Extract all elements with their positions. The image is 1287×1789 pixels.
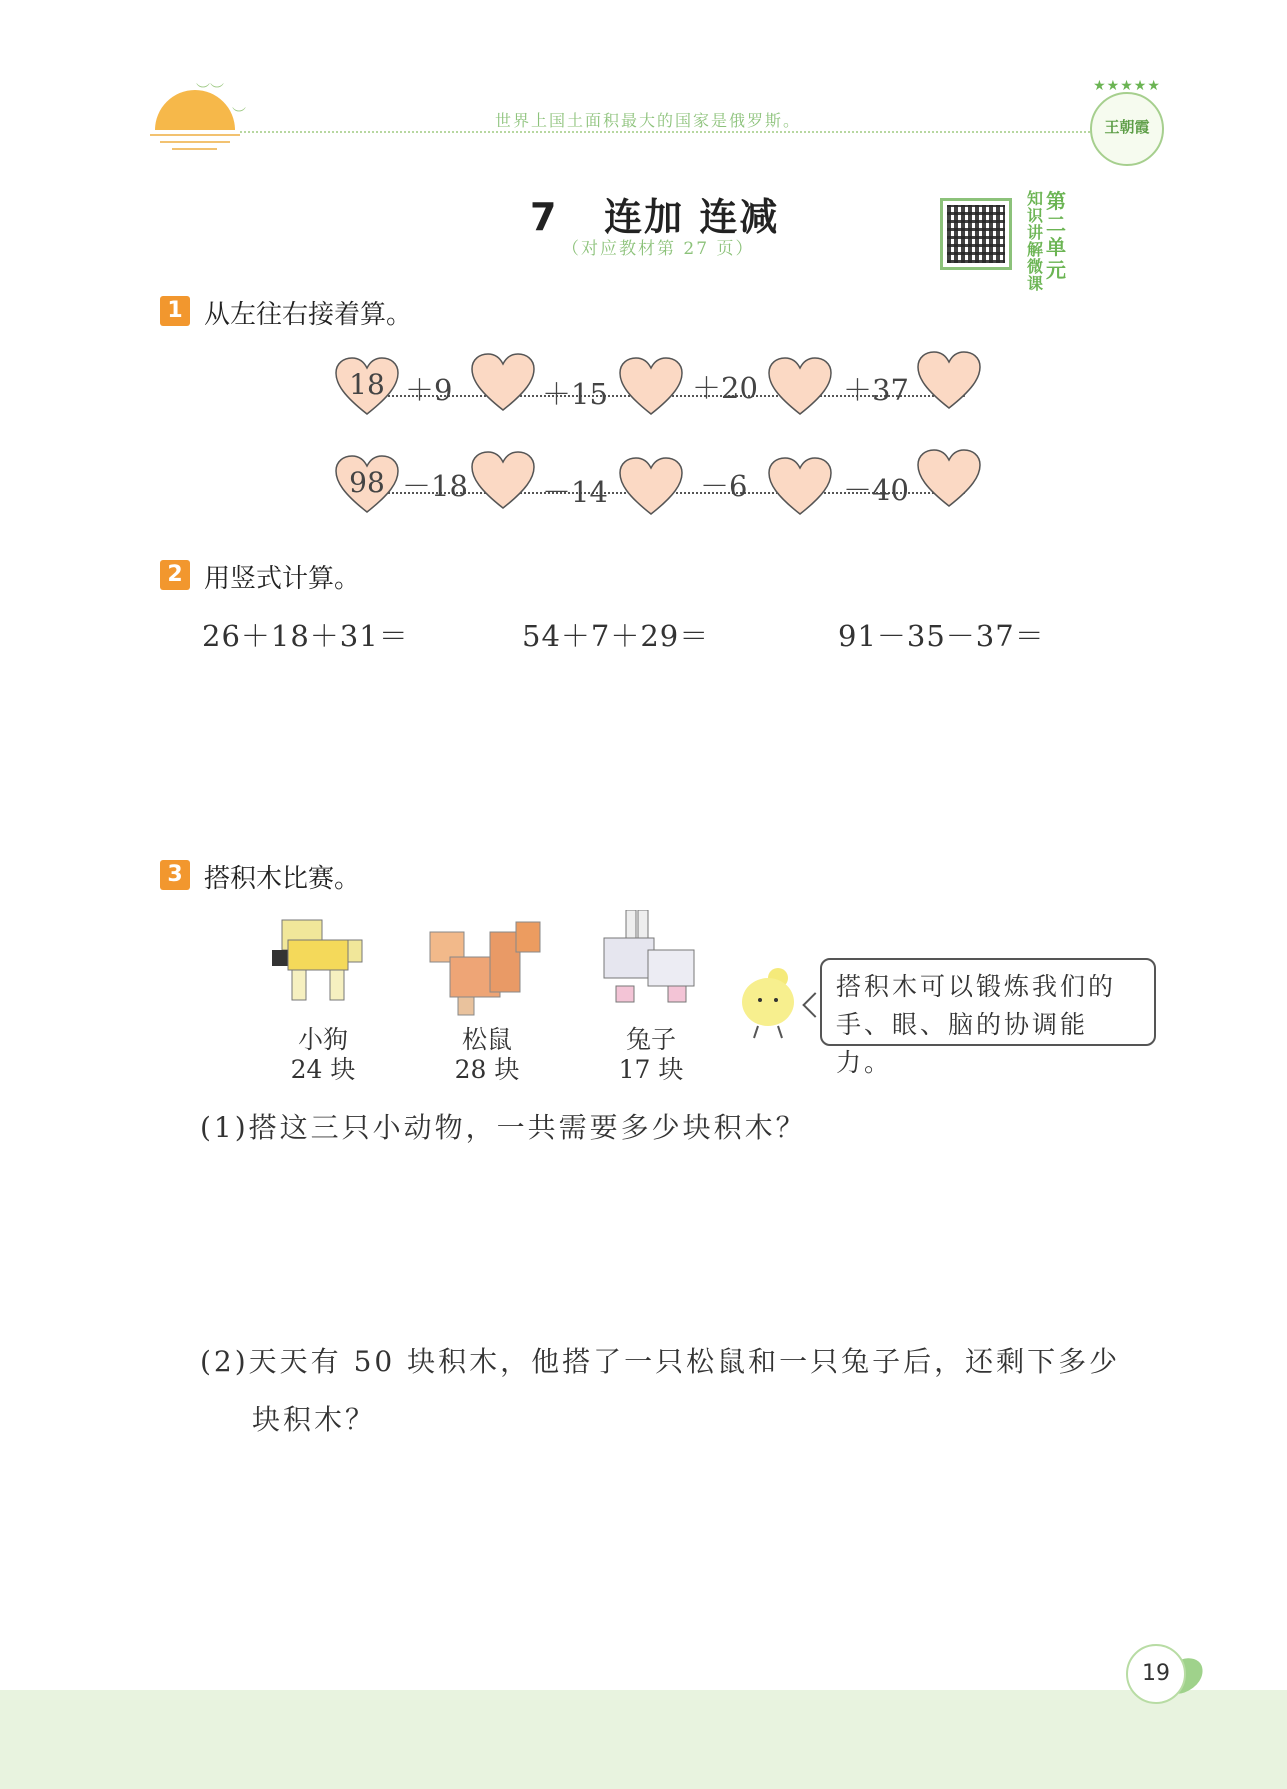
heart-answer[interactable] [618, 356, 684, 422]
section-title: 搭积木比赛。 [204, 864, 361, 894]
heart-answer[interactable] [916, 448, 982, 514]
vertical-calc-expression: 91－35－37＝ [838, 619, 1045, 653]
heart-balloon [334, 356, 400, 422]
bubble-line: 手、眼、脑的协调能力。 [836, 1010, 1089, 1077]
heart-value: 18 [349, 368, 385, 401]
vertical-calc-expression: 54＋7＋29＝ [522, 619, 710, 653]
lesson-title [530, 186, 779, 241]
speech-bubble [820, 958, 1156, 1077]
bubble-line: 搭积木可以锻炼我们的 [836, 972, 1117, 1001]
animal-name: 松鼠 [461, 1025, 512, 1054]
mascot-character-icon [730, 962, 810, 1042]
section-number: 2 [160, 560, 190, 590]
heart-balloon [334, 454, 400, 520]
question-1: (1)搭这三只小动物，一共需要多少块积木？ [200, 1111, 807, 1144]
bird-icon: ︶ [232, 107, 246, 123]
animal-name: 小狗 [297, 1025, 348, 1054]
operation: －6 [700, 469, 748, 503]
section-title: 从左往右接着算。 [204, 300, 413, 330]
heart-value: 98 [349, 466, 385, 499]
block-dog-icon [272, 910, 372, 1020]
operation: －18 [402, 469, 468, 503]
block-squirrel-icon [420, 912, 550, 1022]
operation: －14 [542, 475, 608, 509]
animal-count: 17 块 [618, 1055, 684, 1084]
heart-answer[interactable] [916, 350, 982, 416]
stars-icon: ★★★★★ [1093, 78, 1161, 94]
block-rabbit-icon [598, 910, 708, 1020]
operation: ＋15 [542, 377, 608, 411]
heart-answer[interactable] [470, 450, 536, 516]
animal-count: 24 块 [290, 1055, 356, 1084]
bird-icon: ︶︶ [196, 83, 224, 99]
sun-line [172, 148, 217, 150]
unit-tag-left: 知 识 讲 解 微 课 [1026, 189, 1043, 293]
animal-count: 28 块 [454, 1055, 520, 1084]
lesson-number: 7 [530, 195, 559, 239]
header-divider [240, 131, 1090, 133]
header-fact: 世界上国土面积最大的国家是俄罗斯。 [495, 111, 802, 130]
heart-answer[interactable] [618, 456, 684, 522]
section-number: 1 [160, 296, 190, 326]
page-number: 19 [1126, 1644, 1186, 1704]
operation: ＋9 [405, 373, 453, 407]
sun-line [160, 141, 230, 143]
question-2-continued: 块积木？ [252, 1403, 377, 1436]
section-number: 3 [160, 860, 190, 890]
heart-answer[interactable] [470, 352, 536, 418]
vertical-calc-expression: 26＋18＋31＝ [202, 619, 409, 653]
lesson-title-text: 连加 连减 [604, 195, 780, 239]
operation: －40 [843, 473, 909, 507]
section-title: 用竖式计算。 [204, 564, 361, 594]
qr-code-icon[interactable] [940, 198, 1012, 270]
brand-badge [1090, 78, 1164, 166]
lesson-subtitle: （对应教材第 27 页） [562, 239, 755, 259]
question-2: (2)天天有 50 块积木，他搭了一只松鼠和一只兔子后，还剩下多少 [200, 1345, 1121, 1378]
animal-name: 兔子 [625, 1025, 676, 1054]
unit-tag-right: 第 二 单 元 [1046, 189, 1066, 282]
sun-line [150, 134, 240, 136]
heart-answer[interactable] [767, 456, 833, 522]
heart-answer[interactable] [767, 356, 833, 422]
brand-badge-text: 王朝霞 [1104, 118, 1150, 136]
operation: ＋37 [843, 373, 909, 407]
footer-band [0, 1690, 1287, 1789]
operation: ＋20 [692, 371, 758, 405]
